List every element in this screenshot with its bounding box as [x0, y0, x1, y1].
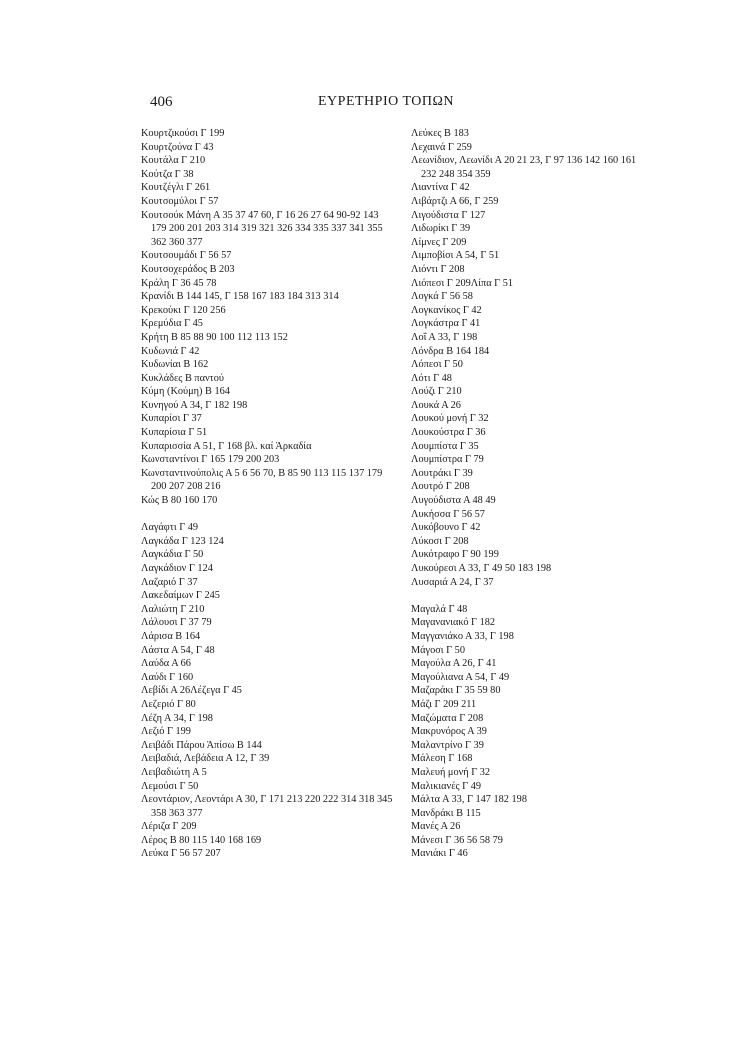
index-entry: Μάλεση Γ 168: [411, 753, 473, 765]
index-entry: Μάνεσι Γ 36 56 58 79: [411, 834, 503, 846]
index-entry: Λαύδι Γ 160: [141, 671, 194, 683]
index-entry: Μανιάκι Γ 46: [411, 848, 468, 860]
index-entry: Κυνηγού Α 34, Γ 182 198: [141, 399, 248, 411]
index-entry: Λέζη Α 34, Γ 198: [141, 712, 213, 724]
index-entry: Λόπεσι Γ 50: [411, 359, 463, 371]
index-entry: Λειβάδι Πάρου Άπίσω Β 144: [141, 739, 262, 751]
index-entry: Κρεμύδια Γ 45: [141, 318, 203, 330]
index-entry: Λιόντι Γ 208: [411, 263, 465, 275]
index-entry: Κυδωνίαι Β 162: [141, 359, 209, 371]
index-entry: Μακρυνόρος Α 39: [411, 726, 487, 738]
index-entry: Λουτράκι Γ 39: [411, 467, 473, 479]
index-entry: Κούτζα Γ 38: [141, 168, 194, 180]
index-entry: Λειβαδιά, Λεβάδεια Α 12, Γ 39: [141, 753, 270, 765]
index-entry: Λυκότραφο Γ 90 199: [411, 549, 499, 561]
index-entry: Λούζι Γ 210: [411, 386, 462, 398]
index-entry: Λεχαινά Γ 259: [411, 141, 472, 153]
index-entry: Μάγοσι Γ 50: [411, 644, 465, 656]
index-entry: Λέρος Β 80 115 140 168 169: [141, 834, 262, 846]
index-entry: Κουτσοχεράδος Β 203: [141, 263, 235, 275]
index-entry: Λέριζα Γ 209: [141, 821, 197, 833]
index-column-right: [411, 127, 647, 861]
index-entry: Λιαντίνα Γ 42: [411, 182, 470, 194]
index-entry: Κωνσταντινούπολις Α 5 6 56 70, Β 85 90 113 115 137 179 200 207 208 216: [141, 467, 383, 493]
page-number: 406: [150, 94, 173, 110]
index-entry: Κρήτη Β 85 88 90 100 112 113 152: [141, 331, 288, 343]
index-entry: Μαγανανιακό Γ 182: [411, 617, 496, 629]
index-entry: Λίμνες Γ 209: [411, 236, 467, 248]
index-entry: Λογκάστρα Γ 41: [411, 318, 481, 330]
index-entry: Μάζι Γ 209 211: [411, 698, 477, 710]
index-entry: Λυκόβουνο Γ 42: [411, 522, 481, 534]
index-entry: Μαλικιανές Γ 49: [411, 780, 481, 792]
index-entry: Μανές Α 26: [411, 821, 461, 833]
index-entry: Λάστα Α 54, Γ 48: [141, 644, 215, 656]
index-entry: Λυκούρεσι Α 33, Γ 49 50 183 198: [411, 563, 552, 574]
index-entry: Λουμπίστα Γ 35: [411, 440, 479, 452]
index-entry: Λεωνίδιον, Λεωνίδι Α 20 21 23, Γ 97 136 142 160 161 232 248 354 359: [411, 155, 637, 180]
index-group-mu: [411, 603, 647, 861]
index-entry: Κουτσομύλοι Γ 57: [141, 195, 219, 207]
index-entry: Λάρισα Β 164: [141, 630, 201, 642]
index-entry: Λόνδρα Β 164 184: [411, 345, 490, 357]
index-entry: Κύμη (Κούμη) Β 164: [141, 386, 230, 398]
index-entry: Λουκού μονή Γ 32: [411, 413, 489, 425]
index-entry: Κυπαρίσι Γ 37: [141, 413, 202, 425]
index-entry: Λιδωρίκι Γ 39: [411, 223, 471, 235]
index-entry: Κυπαρισσία Α 51, Γ 168 βλ. καί Άρκαδία: [141, 440, 312, 452]
index-entry: Λογκά Γ 56 58: [411, 291, 473, 303]
index-entry: Λιβάρτζι Α 66, Γ 259: [411, 195, 499, 207]
index-entry: Λιόπεσι Γ 209Λίπα Γ 51: [411, 277, 514, 289]
index-entry: Λουκούστρα Γ 36: [411, 427, 486, 439]
index-entry: Μαγαλά Γ 48: [411, 603, 468, 615]
index-entry: Λαγκάδιον Γ 124: [141, 563, 213, 574]
index-entry: Κυπαρίσια Γ 51: [141, 427, 208, 439]
index-entry: Λεύκες Β 183: [411, 128, 469, 139]
index-entry: Λυκήσσα Γ 56 57: [411, 508, 485, 520]
index-entry: Λουμπίστρα Γ 79: [411, 454, 484, 466]
index-entry: Κυδωνιά Γ 42: [141, 345, 200, 357]
index-entry: Λότι Γ 48: [411, 372, 452, 384]
index-entry: Κώς Β 80 160 170: [141, 495, 218, 507]
index-entry: Κουτσούκ Μάνη Α 35 37 47 60, Γ 16 26 27 64 90-92 143 179 200 201 203 314 319 321 326 334 335 337 341 355 362 360 377: [141, 209, 383, 248]
index-column-left: [141, 127, 393, 861]
index-entry: Λακεδαίμων Γ 245: [141, 590, 220, 602]
index-entry: Λυγούδιστα Α 48 49: [411, 495, 496, 507]
index-entry: Μαλευή μονή Γ 32: [411, 766, 491, 778]
index-entry: Κουτζέγλι Γ 261: [141, 182, 211, 194]
index-entry: Λεβίδι Α 26Λέζεγα Γ 45: [141, 685, 242, 697]
index-entry: Κουτάλα Γ 210: [141, 155, 206, 167]
index-entry: Λαύδα Α 66: [141, 658, 191, 670]
index-entry: Μαζώματα Γ 208: [411, 712, 484, 724]
index-entry: Κρανίδι Β 144 145, Γ 158 167 183 184 313 314: [141, 291, 339, 303]
index-entry: Μαγούλα Α 26, Γ 41: [411, 658, 497, 670]
index-entry: Λογκανίκος Γ 42: [411, 304, 482, 316]
page-title: ΕΥΡΕΤΗΡΙΟ ΤΟΠΩΝ: [318, 94, 455, 109]
index-entry: Λεζεριό Γ 80: [141, 698, 196, 710]
index-entry: Λουκά Α 26: [411, 399, 461, 411]
index-entry: Λάλουσι Γ 37 79: [141, 617, 212, 629]
index-group-lambda: [141, 521, 393, 861]
index-entry: Λαζαριό Γ 37: [141, 576, 198, 588]
index-entry: Μανδράκι Β 115: [411, 807, 481, 819]
index-entry: Κουτσουμάδι Γ 56 57: [141, 250, 232, 262]
index-entry: Λαγκάδια Γ 50: [141, 549, 204, 561]
index-entry: Λαγκάδα Γ 123 124: [141, 535, 224, 547]
index-entry: Κρεκούκι Γ 120 256: [141, 304, 226, 316]
index-entry: Λεζιό Γ 199: [141, 726, 191, 738]
index-entry: Μαγγανιάκο Α 33, Γ 198: [411, 630, 514, 642]
index-entry: Κουρτζικούσι Γ 199: [141, 128, 225, 139]
index-entry: Λαλιώτη Γ 210: [141, 603, 205, 615]
index-entry: Λύκοσι Γ 208: [411, 535, 469, 547]
index-entry: Μάλτα Α 33, Γ 147 182 198: [411, 794, 527, 806]
index-entry: Λουτρό Γ 208: [411, 481, 470, 493]
index-entry: Λυσαριά Α 24, Γ 37: [411, 576, 494, 588]
index-entry: Κωνσταντίνοι Γ 165 179 200 203: [141, 454, 280, 466]
index-entry: Λεοντάριον, Λεοντάρι Α 30, Γ 171 213 220 222 314 318 345 358 363 377: [141, 794, 393, 819]
index-entry: Μαζαράκι Γ 35 59 80: [411, 685, 501, 697]
index-entry: Μαλαντρίνο Γ 39: [411, 739, 484, 751]
index-group-lambda-cont: [411, 127, 647, 589]
index-entry: Λιγούδιστα Γ 127: [411, 209, 486, 221]
index-entry: Κυκλάδες Β παντού: [141, 372, 225, 384]
index-entry: Λειβαδιώτη Α 5: [141, 766, 207, 778]
index-entry: Λοΐ Α 33, Γ 198: [411, 331, 478, 343]
index-entry: Λαγάφτι Γ 49: [141, 522, 199, 534]
index-entry: Λεύκα Γ 56 57 207: [141, 848, 221, 860]
index-entry: Λιμποβίσι Α 54, Γ 51: [411, 250, 500, 262]
index-entry: Μαγούλιανα Α 54, Γ 49: [411, 671, 510, 683]
index-group-kappa: [141, 127, 393, 508]
index-entry: Λεμούσι Γ 50: [141, 780, 199, 792]
index-entry: Κουρτζούνα Γ 43: [141, 141, 214, 153]
index-entry: Κράλη Γ 36 45 78: [141, 277, 217, 289]
